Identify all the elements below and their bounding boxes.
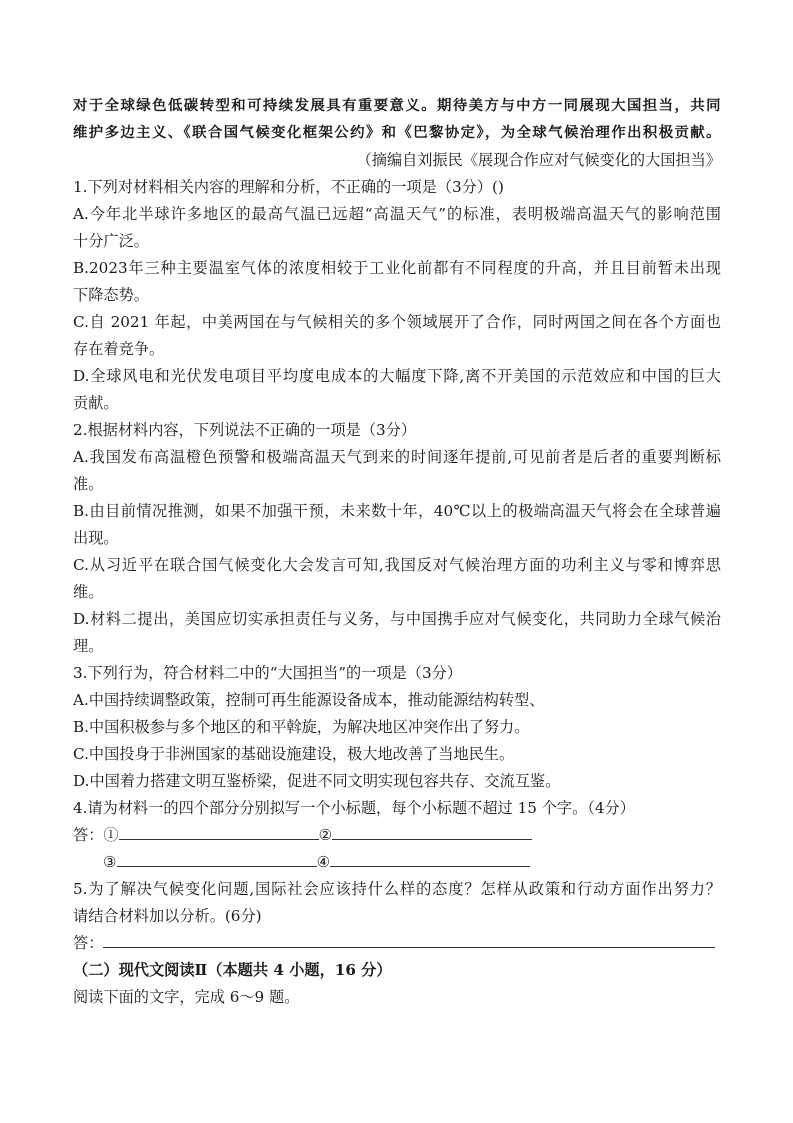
q1-option-b-line-2: 下降态势。 — [73, 286, 149, 304]
q2-option-c-line-2: 维。 — [73, 583, 104, 601]
q1-option-a-line-2: 十分广泛。 — [73, 232, 149, 250]
q3-option-d: D.中国着力搭建文明互鉴桥梁，促进不同文明实现包容共存、交流互鉴。 — [73, 772, 561, 790]
q3-option-b: B.中国积极参与多个地区的和平斡旋，为解决地区冲突作出了努力。 — [73, 718, 530, 736]
q4-answer-row-1 — [73, 822, 721, 848]
q5-answer-row — [73, 930, 721, 956]
q4-answer-blank-3[interactable] — [117, 849, 317, 867]
q1-option-c-line-1: C.自 2021 年起，中美两国在与气候相关的多个领域展开了合作，同时两国之间在各个方面也 — [73, 313, 721, 331]
section-2-instruction: 阅读下面的文字，完成 6～9 题。 — [73, 988, 300, 1006]
q1-stem: 1.下列对材料相关内容的理解和分析，不正确的一项是（3分）() — [73, 178, 504, 196]
q2-stem: 2.根据材料内容，下列说法不正确的一项是（3分） — [73, 421, 417, 439]
q2-option-d-line-2: 理。 — [73, 637, 104, 655]
section-2-heading: （二）现代文阅读Ⅱ（本题共 4 小题，16 分） — [73, 961, 392, 979]
q1-option-b-line-1: B.2023年三种主要温室气体的浓度相较于工业化前都有不同程度的升高，并且目前暂未出现 — [73, 259, 721, 277]
q4-marker-4: ④ — [316, 853, 331, 871]
q2-option-b-line-1: B.由目前情况推测，如果不加强干预，未来数十年，40℃以上的极端高温天气将会在全球普遍 — [73, 502, 721, 520]
q5-stem-line-2: 请结合材料加以分析。(6分) — [73, 907, 262, 925]
q3-option-a: A.中国持续调整政策，控制可再生能源设备成本，推动能源结构转型、 — [73, 691, 545, 709]
intro-line-2: 维护多边主义、《联合国气候变化框架公约》和《巴黎协定》，为全球气候治理作出积极贡献。 — [73, 124, 721, 141]
source-citation: （摘编自刘振民《展现合作应对气候变化的大国担当》 — [356, 151, 721, 169]
q3-option-c: C.中国投身于非洲国家的基础设施建设，极大地改善了当地民生。 — [73, 745, 515, 763]
q2-option-b-line-2: 出现。 — [73, 529, 119, 547]
intro-line-1: 对于全球绿色低碳转型和可持续发展具有重要意义。期待美方与中方一同展现大国担当，共同 — [73, 97, 721, 114]
q5-answer-blank[interactable] — [103, 930, 715, 948]
q4-answer-blank-1[interactable] — [119, 822, 319, 840]
q1-option-d-line-1: D.全球风电和光伏发电项目平均度电成本的大幅度下降,离不开美国的示范效应和中国的巨大 — [73, 367, 721, 385]
q4-marker-2: ② — [318, 826, 333, 844]
q4-marker-1: ① — [103, 826, 119, 844]
q1-option-d-line-2: 贡献。 — [73, 394, 119, 412]
q2-option-d-line-1: D.材料二提出，美国应切实承担责任与义务，与中国携手应对气候变化，共同助力全球气候治 — [73, 610, 721, 628]
q1-option-c-line-2: 存在着竞争。 — [73, 340, 165, 358]
q4-stem: 4.请为材料一的四个部分分别拟写一个小标题，每个小标题不超过 15 个字。（4分） — [73, 799, 635, 817]
q5-answer-label: 答： — [73, 934, 104, 952]
q1-option-a-line-1: A.今年北半球许多地区的最高气温已远超“高温天气”的标准，表明极端高温天气的影响范围 — [73, 205, 721, 223]
q2-option-a-line-1: A.我国发布高温橙色预警和极端高温天气到来的时间逐年提前,可见前者是后者的重要判断标 — [73, 448, 721, 466]
q4-answer-blank-2[interactable] — [332, 822, 532, 840]
q4-answer-row-2 — [103, 849, 721, 875]
q4-answer-label: 答： — [73, 826, 104, 844]
q4-marker-3: ③ — [103, 853, 117, 871]
q2-option-a-line-2: 准。 — [73, 475, 104, 493]
q4-answer-blank-4[interactable] — [330, 849, 530, 867]
q5-stem-line-1: 5.为了解决气候变化问题,国际社会应该持什么样的态度？怎样从政策和行动方面作出努力？ — [73, 880, 721, 898]
q2-option-c-line-1: C.从习近平在联合国气候变化大会发言可知,我国反对气候治理方面的功利主义与零和博弈思 — [73, 556, 721, 574]
q3-stem: 3.下列行为，符合材料二中的“大国担当”的一项是（3分） — [73, 664, 462, 682]
